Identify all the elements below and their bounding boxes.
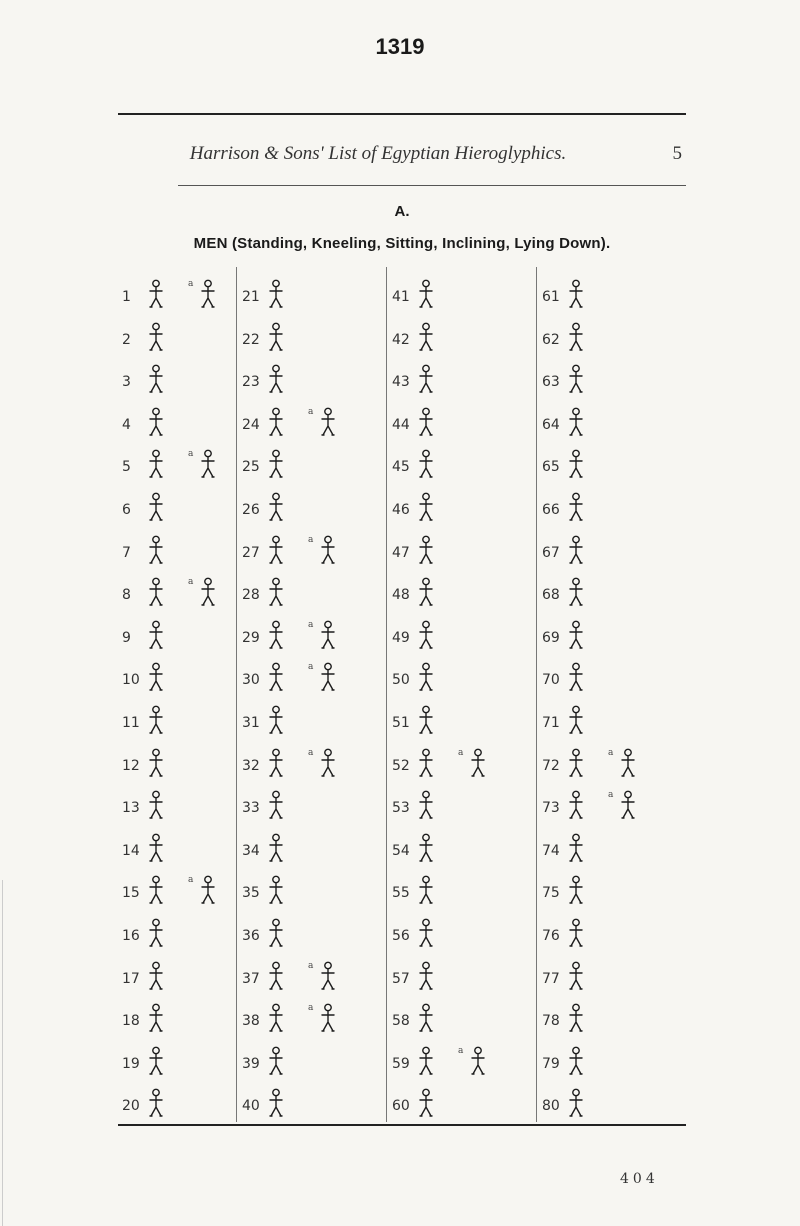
hieroglyph-figure-icon <box>146 577 166 607</box>
hieroglyph-figure-icon <box>416 961 436 991</box>
hieroglyph-figure-icon <box>146 705 166 735</box>
variant-marker: a <box>308 619 314 630</box>
sign-number: 58 <box>392 1013 410 1030</box>
sign-number: 47 <box>392 544 410 561</box>
sign-entry <box>122 955 262 995</box>
sign-entry <box>542 316 682 356</box>
hieroglyph-variant-icon <box>318 662 338 692</box>
hieroglyph-figure-icon <box>266 662 286 692</box>
sign-entry <box>122 571 262 611</box>
hieroglyph-figure-icon <box>416 662 436 692</box>
sign-entry <box>122 784 262 824</box>
sign-number: 4 <box>122 416 131 433</box>
hieroglyph-variant-icon <box>618 790 638 820</box>
hieroglyph-figure-icon <box>146 407 166 437</box>
hieroglyph-figure-icon <box>146 1046 166 1076</box>
sign-number: 15 <box>122 885 140 902</box>
sign-number: 61 <box>542 289 560 305</box>
hieroglyph-figure-icon <box>566 918 586 948</box>
header-rule <box>178 185 686 186</box>
hieroglyph-figure-icon <box>146 961 166 991</box>
plate-number: 5 <box>672 143 682 164</box>
sign-number: 53 <box>392 800 410 817</box>
hieroglyph-figure-icon <box>416 833 436 863</box>
sign-entry <box>392 273 532 313</box>
hieroglyph-figure-icon <box>146 875 166 905</box>
hieroglyph-figure-icon <box>266 790 286 820</box>
sign-entry <box>392 997 532 1037</box>
sign-entry <box>122 869 262 909</box>
hieroglyph-variant-icon <box>468 748 488 778</box>
sign-number: 39 <box>242 1055 260 1072</box>
sign-number: 23 <box>242 374 260 391</box>
hieroglyph-variant-icon <box>318 620 338 650</box>
sign-entry <box>242 316 382 356</box>
sign-entry <box>392 784 532 824</box>
sign-entry <box>122 401 262 441</box>
sign-number: 29 <box>242 629 260 646</box>
hieroglyph-figure-icon <box>566 449 586 479</box>
sign-number: 12 <box>122 757 140 774</box>
sign-number: 7 <box>122 544 131 561</box>
hieroglyph-figure-icon <box>146 322 166 352</box>
sign-entry <box>542 742 682 782</box>
sign-entry <box>122 614 262 654</box>
sign-entry <box>542 273 682 313</box>
hieroglyph-figure-icon <box>566 535 586 565</box>
sign-number: 69 <box>542 629 560 646</box>
sign-entry <box>122 1082 262 1122</box>
hieroglyph-variant-icon <box>468 1046 488 1076</box>
sign-entry <box>392 529 532 569</box>
sign-entry <box>242 614 382 654</box>
sign-entry <box>392 1082 532 1122</box>
hieroglyph-figure-icon <box>416 492 436 522</box>
sign-entry <box>242 571 382 611</box>
sign-number: 30 <box>242 672 260 689</box>
hieroglyph-figure-icon <box>146 492 166 522</box>
sign-entry <box>242 401 382 441</box>
sign-entry <box>242 784 382 824</box>
sign-entry <box>542 529 682 569</box>
hieroglyph-figure-icon <box>266 492 286 522</box>
variant-marker: a <box>188 449 194 460</box>
hieroglyph-figure-icon <box>416 790 436 820</box>
sign-entry <box>392 869 532 909</box>
hieroglyph-figure-icon <box>416 620 436 650</box>
hieroglyph-figure-icon <box>266 279 286 309</box>
sign-entry <box>122 443 262 483</box>
hieroglyph-figure-icon <box>266 961 286 991</box>
hieroglyph-figure-icon <box>146 790 166 820</box>
sign-number: 60 <box>392 1098 410 1115</box>
hieroglyph-figure-icon <box>566 407 586 437</box>
sign-number: 45 <box>392 459 410 476</box>
sign-number: 41 <box>392 289 410 305</box>
sign-number: 8 <box>122 587 131 604</box>
hieroglyph-figure-icon <box>566 705 586 735</box>
sign-number: 74 <box>542 842 560 859</box>
sign-number: 59 <box>392 1055 410 1072</box>
sign-entry <box>122 699 262 739</box>
sign-entry <box>542 955 682 995</box>
sign-entry <box>392 827 532 867</box>
sign-entry <box>542 656 682 696</box>
sign-number: 42 <box>392 331 410 348</box>
hieroglyph-figure-icon <box>266 407 286 437</box>
hieroglyph-figure-icon <box>566 577 586 607</box>
sign-entry <box>242 656 382 696</box>
sign-number: 71 <box>542 715 560 731</box>
hieroglyph-figure-icon <box>266 918 286 948</box>
hieroglyph-figure-icon <box>266 1088 286 1118</box>
sign-entry <box>392 401 532 441</box>
sign-number: 75 <box>542 885 560 902</box>
sign-number: 66 <box>542 502 560 518</box>
sign-entry <box>242 358 382 398</box>
hieroglyph-figure-icon <box>146 833 166 863</box>
hieroglyph-figure-icon <box>416 279 436 309</box>
sign-number: 21 <box>242 289 260 305</box>
hieroglyph-figure-icon <box>416 364 436 394</box>
sign-number: 48 <box>392 587 410 604</box>
sign-number: 65 <box>542 459 560 476</box>
variant-marker: a <box>188 875 194 886</box>
sign-number: 2 <box>122 331 131 348</box>
sign-entry <box>542 699 682 739</box>
hieroglyph-figure-icon <box>416 1003 436 1033</box>
sign-entry <box>122 529 262 569</box>
sign-entry <box>122 656 262 696</box>
sign-number: 44 <box>392 416 410 433</box>
sign-entry <box>542 1040 682 1080</box>
hieroglyph-figure-icon <box>566 322 586 352</box>
hieroglyph-variant-icon <box>318 961 338 991</box>
variant-marker: a <box>308 534 314 545</box>
sign-number: 31 <box>242 715 260 731</box>
variant-marker: a <box>188 577 194 588</box>
sign-entry <box>242 827 382 867</box>
plate-title: Harrison & Sons' List of Egyptian Hieroglyphics. <box>189 143 567 164</box>
sign-number: 3 <box>122 374 131 391</box>
sign-number: 38 <box>242 1013 260 1030</box>
hieroglyph-figure-icon <box>266 364 286 394</box>
sign-number: 10 <box>122 672 140 689</box>
hieroglyph-variant-icon <box>318 407 338 437</box>
hieroglyph-variant-icon <box>198 279 218 309</box>
hieroglyph-figure-icon <box>146 1088 166 1118</box>
hieroglyph-figure-icon <box>266 322 286 352</box>
hieroglyph-figure-icon <box>566 662 586 692</box>
hieroglyph-figure-icon <box>416 748 436 778</box>
hieroglyph-figure-icon <box>146 662 166 692</box>
hieroglyph-figure-icon <box>146 279 166 309</box>
hieroglyph-figure-icon <box>416 1088 436 1118</box>
variant-marker: a <box>308 960 314 971</box>
variant-marker: a <box>188 279 194 289</box>
variant-marker: a <box>608 747 614 758</box>
hieroglyph-figure-icon <box>266 833 286 863</box>
sign-entry <box>242 742 382 782</box>
sign-number: 54 <box>392 842 410 859</box>
hieroglyph-variant-icon <box>198 577 218 607</box>
sign-number: 79 <box>542 1055 560 1072</box>
hieroglyph-figure-icon <box>566 620 586 650</box>
sign-number: 43 <box>392 374 410 391</box>
sign-number: 20 <box>122 1098 140 1115</box>
column-divider <box>536 267 537 1122</box>
sign-entry <box>392 912 532 952</box>
sign-entry <box>242 869 382 909</box>
sign-number: 80 <box>542 1098 560 1115</box>
hieroglyph-figure-icon <box>146 449 166 479</box>
sign-number: 72 <box>542 757 560 774</box>
sign-entry <box>542 869 682 909</box>
variant-marker: a <box>308 406 314 417</box>
page-number: 1319 <box>375 34 425 59</box>
hieroglyph-figure-icon <box>416 407 436 437</box>
sign-entry <box>542 571 682 611</box>
hieroglyph-figure-icon <box>566 961 586 991</box>
hieroglyph-variant-icon <box>318 535 338 565</box>
sign-entry <box>542 614 682 654</box>
page-edge <box>2 880 3 1226</box>
sign-number: 24 <box>242 416 260 433</box>
sign-entry <box>122 742 262 782</box>
column-divider <box>386 267 387 1122</box>
sign-number: 19 <box>122 1055 140 1072</box>
sign-number: 32 <box>242 757 260 774</box>
sign-entry <box>242 1082 382 1122</box>
sign-number: 35 <box>242 885 260 902</box>
sign-entry <box>392 742 532 782</box>
sign-number: 18 <box>122 1013 140 1030</box>
hieroglyph-variant-icon <box>318 748 338 778</box>
hieroglyph-figure-icon <box>266 449 286 479</box>
sign-entry <box>542 784 682 824</box>
hieroglyph-figure-icon <box>266 748 286 778</box>
hieroglyph-figure-icon <box>566 1046 586 1076</box>
hieroglyph-figure-icon <box>266 875 286 905</box>
hieroglyph-figure-icon <box>146 748 166 778</box>
sign-entry <box>122 997 262 1037</box>
sign-entry <box>392 443 532 483</box>
hieroglyph-figure-icon <box>266 1046 286 1076</box>
hieroglyph-variant-icon <box>618 748 638 778</box>
sign-entry <box>542 358 682 398</box>
hieroglyph-figure-icon <box>146 364 166 394</box>
sign-number: 70 <box>542 672 560 689</box>
hieroglyph-plate <box>118 113 686 1126</box>
sign-number: 37 <box>242 970 260 987</box>
sign-entry <box>122 1040 262 1080</box>
sign-entry <box>122 912 262 952</box>
sign-number: 77 <box>542 970 560 987</box>
sign-entry <box>242 1040 382 1080</box>
sign-number: 16 <box>122 928 140 944</box>
sign-number: 68 <box>542 587 560 604</box>
sign-number: 28 <box>242 587 260 604</box>
sign-number: 34 <box>242 842 260 859</box>
section-subtitle: MEN (Standing, Kneeling, Sitting, Inclining, Lying Down). <box>193 235 611 252</box>
hieroglyph-variant-icon <box>198 875 218 905</box>
sign-entry <box>242 486 382 526</box>
sign-entry <box>242 529 382 569</box>
hieroglyph-figure-icon <box>266 705 286 735</box>
sign-entry <box>242 699 382 739</box>
sign-number: 40 <box>242 1098 260 1115</box>
sign-entry <box>392 316 532 356</box>
sign-entry <box>392 955 532 995</box>
sign-number: 5 <box>122 459 131 476</box>
variant-marker: a <box>308 1003 314 1014</box>
hieroglyph-figure-icon <box>146 535 166 565</box>
sign-number: 73 <box>542 800 560 817</box>
sign-number: 56 <box>392 928 410 944</box>
sign-entry <box>542 1082 682 1122</box>
sign-entry <box>392 486 532 526</box>
hieroglyph-figure-icon <box>566 1003 586 1033</box>
sign-number: 11 <box>122 715 140 731</box>
sign-entry <box>542 827 682 867</box>
sign-number: 49 <box>392 629 410 646</box>
variant-marker: a <box>608 790 614 801</box>
sign-entry <box>122 486 262 526</box>
sign-number: 55 <box>392 885 410 902</box>
hieroglyph-figure-icon <box>146 1003 166 1033</box>
sign-number: 67 <box>542 544 560 561</box>
sign-number: 9 <box>122 629 131 646</box>
section-letter: A. <box>394 203 410 220</box>
hieroglyph-figure-icon <box>416 875 436 905</box>
sign-number: 33 <box>242 800 260 817</box>
hieroglyph-figure-icon <box>266 1003 286 1033</box>
hieroglyph-figure-icon <box>266 620 286 650</box>
sign-entry <box>392 656 532 696</box>
hieroglyph-figure-icon <box>416 535 436 565</box>
sign-entry <box>542 912 682 952</box>
hieroglyph-figure-icon <box>566 748 586 778</box>
hieroglyph-figure-icon <box>416 705 436 735</box>
sign-number: 26 <box>242 502 260 518</box>
hieroglyph-figure-icon <box>416 577 436 607</box>
sign-number: 64 <box>542 416 560 433</box>
sign-number: 63 <box>542 374 560 391</box>
hieroglyph-figure-icon <box>416 918 436 948</box>
sign-entry <box>542 486 682 526</box>
footer-number: 404 <box>620 1171 659 1187</box>
sign-entry <box>122 316 262 356</box>
hieroglyph-figure-icon <box>566 833 586 863</box>
sign-number: 36 <box>242 928 260 944</box>
sign-entry <box>392 614 532 654</box>
sign-entry <box>242 443 382 483</box>
sign-entry <box>122 358 262 398</box>
sign-number: 62 <box>542 331 560 348</box>
sign-number: 78 <box>542 1013 560 1030</box>
hieroglyph-figure-icon <box>416 322 436 352</box>
sign-entry <box>542 997 682 1037</box>
sign-number: 50 <box>392 672 410 689</box>
sign-number: 13 <box>122 800 140 817</box>
hieroglyph-figure-icon <box>566 364 586 394</box>
hieroglyph-variant-icon <box>198 449 218 479</box>
sign-number: 22 <box>242 331 260 348</box>
sign-number: 57 <box>392 970 410 987</box>
sign-number: 6 <box>122 502 131 518</box>
sign-number: 27 <box>242 544 260 561</box>
sign-number: 46 <box>392 502 410 518</box>
sign-number: 14 <box>122 842 140 859</box>
hieroglyph-figure-icon <box>266 535 286 565</box>
variant-marker: a <box>308 662 314 673</box>
hieroglyph-figure-icon <box>266 577 286 607</box>
hieroglyph-figure-icon <box>146 918 166 948</box>
sign-entry <box>242 997 382 1037</box>
sign-number: 25 <box>242 459 260 476</box>
hieroglyph-variant-icon <box>318 1003 338 1033</box>
variant-marker: a <box>458 747 464 758</box>
sign-entry <box>542 443 682 483</box>
sign-entry <box>122 273 262 313</box>
sign-entry <box>392 358 532 398</box>
variant-marker: a <box>308 747 314 758</box>
sign-entry <box>392 571 532 611</box>
sign-number: 52 <box>392 757 410 774</box>
sign-number: 1 <box>122 289 131 305</box>
sign-entry <box>392 699 532 739</box>
sign-entry <box>242 955 382 995</box>
variant-marker: a <box>458 1045 464 1056</box>
hieroglyph-figure-icon <box>566 279 586 309</box>
hieroglyph-figure-icon <box>146 620 166 650</box>
sign-number: 51 <box>392 715 410 731</box>
hieroglyph-figure-icon <box>566 875 586 905</box>
sign-entry <box>122 827 262 867</box>
sign-entry <box>542 401 682 441</box>
hieroglyph-figure-icon <box>416 1046 436 1076</box>
sign-entry <box>242 273 382 313</box>
sign-number: 17 <box>122 970 140 987</box>
sign-number: 76 <box>542 928 560 944</box>
hieroglyph-figure-icon <box>566 1088 586 1118</box>
sign-entry <box>392 1040 532 1080</box>
hieroglyph-figure-icon <box>566 790 586 820</box>
hieroglyph-figure-icon <box>566 492 586 522</box>
hieroglyph-figure-icon <box>416 449 436 479</box>
sign-entry <box>242 912 382 952</box>
